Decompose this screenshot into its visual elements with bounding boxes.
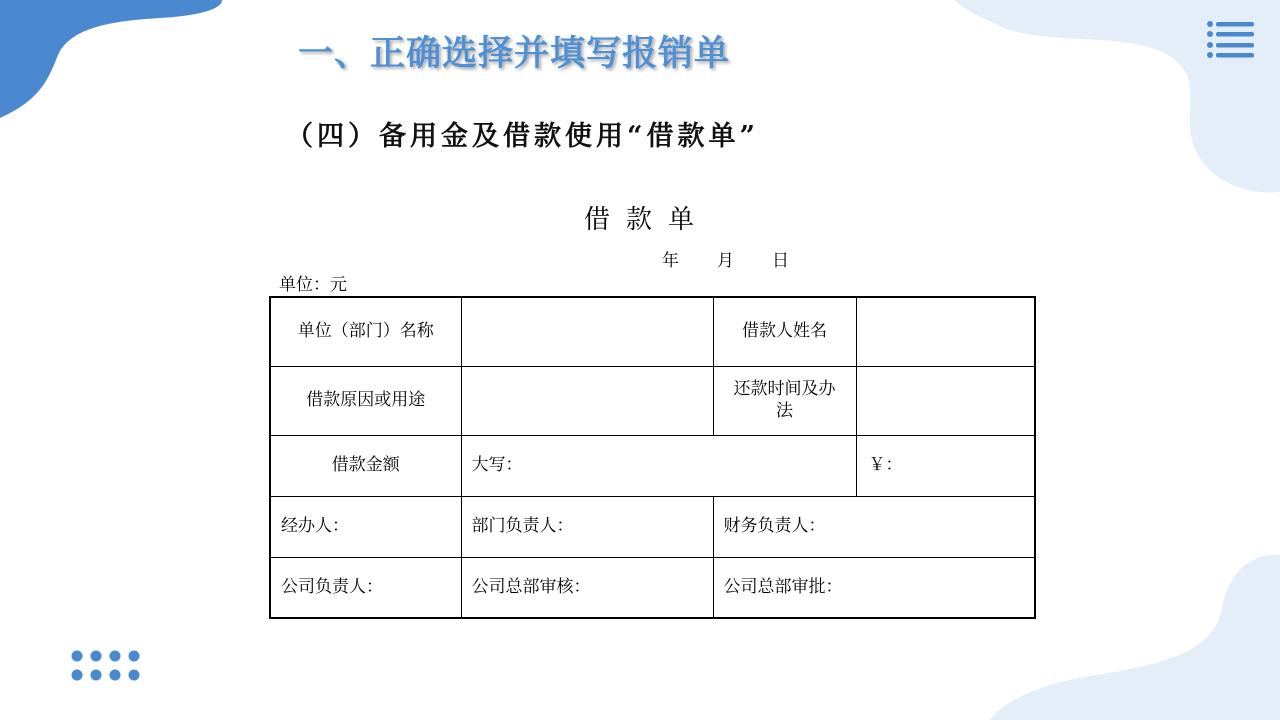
table-row <box>270 297 1035 366</box>
table-row <box>270 496 1035 557</box>
dot-grid-icon <box>68 648 146 684</box>
unit-label: 单位：元 <box>279 275 347 295</box>
dept-name-label: 单位（部门）名称 <box>270 297 461 366</box>
borrower-name-label: 借款人姓名 <box>713 297 856 366</box>
loan-form-table <box>269 296 1036 619</box>
top-left-blob <box>0 0 222 118</box>
list-menu-icon[interactable] <box>1206 20 1256 60</box>
repay-field[interactable] <box>856 366 1035 435</box>
dept-name-field[interactable] <box>461 297 713 366</box>
dept-head-field[interactable]: 部门负责人： <box>461 496 713 557</box>
section-subtitle: （四）备用金及借款使用“借款单” <box>286 121 760 152</box>
amount-yen-field[interactable]: ￥： <box>856 435 1035 496</box>
table-row <box>270 435 1035 496</box>
main-title: 一、正确选择并填写报销单 <box>298 34 731 74</box>
form-title: 借款单 <box>584 205 711 235</box>
reason-label: 借款原因或用途 <box>270 366 461 435</box>
amount-label: 借款金额 <box>270 435 461 496</box>
table-row <box>270 366 1035 435</box>
hq-review-field[interactable]: 公司总部审核： <box>461 557 713 618</box>
reason-field[interactable] <box>461 366 713 435</box>
borrower-name-field[interactable] <box>856 297 1035 366</box>
handler-field[interactable]: 经办人： <box>270 496 461 557</box>
finance-head-field[interactable]: 财务负责人： <box>713 496 1035 557</box>
date-year: 年 <box>662 251 679 271</box>
company-head-field[interactable]: 公司负责人： <box>270 557 461 618</box>
date-month: 月 <box>717 251 734 271</box>
repay-label: 还款时间及办法 <box>713 366 856 435</box>
hq-approve-field[interactable]: 公司总部审批： <box>713 557 1035 618</box>
table-row <box>270 557 1035 618</box>
date-day: 日 <box>772 251 789 271</box>
date-line <box>662 246 789 271</box>
amount-caps-field[interactable]: 大写： <box>461 435 856 496</box>
